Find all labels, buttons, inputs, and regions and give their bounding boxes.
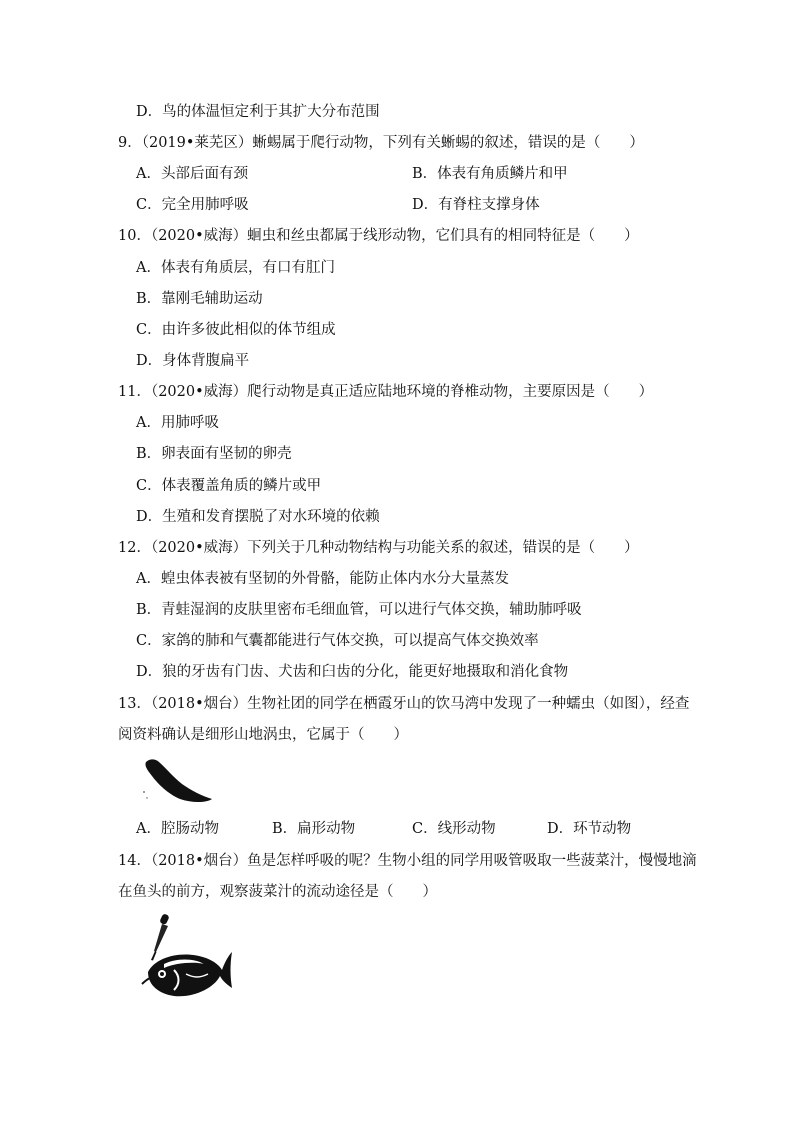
question-10-option-d: D．身体背腹扁平 xyxy=(136,353,250,369)
question-12-option-c: C．家鸽的肺和气囊都能进行气体交换，可以提高气体交换效率 xyxy=(136,633,539,649)
question-12-stem: 12．（2020•威海）下列关于几种动物结构与功能关系的叙述，错误的是（ ） xyxy=(118,540,639,556)
question-10-option-b: B．靠刚毛辅助运动 xyxy=(136,291,263,307)
question-11-option-b: B．卵表面有坚韧的卵壳 xyxy=(136,446,292,462)
question-14-stem-line2: 在鱼头的前方，观察菠菜汁的流动途径是（ ） xyxy=(118,884,437,900)
prev-option-d: D．鸟的体温恒定利于其扩大分布范围 xyxy=(136,104,380,120)
question-9-option-b: B．体表有角质鳞片和甲 xyxy=(412,166,568,182)
question-13-option-c: C．线形动物 xyxy=(412,821,496,837)
flatworm-figure xyxy=(140,756,216,806)
question-13-option-a: A．腔肠动物 xyxy=(136,821,219,837)
question-9-option-d: D．有脊柱支撑身体 xyxy=(412,197,540,213)
question-12-option-d: D．狼的牙齿有门齿、犬齿和臼齿的分化，能更好地摄取和消化食物 xyxy=(136,664,569,680)
question-13-stem-line1: 13．（2018•烟台）生物社团的同学在栖霞牙山的饮马湾中发现了一种蠕虫（如图），经查 xyxy=(118,696,690,712)
question-10-option-a: A．体表有角质层，有口有肛门 xyxy=(136,260,335,276)
fish-icon xyxy=(142,952,232,996)
question-12-option-b: B．青蛙湿润的皮肤里密布毛细血管，可以进行气体交换，辅助肺呼吸 xyxy=(136,602,582,618)
question-11-option-d: D．生殖和发育摆脱了对水环境的依赖 xyxy=(136,509,380,525)
question-11-stem: 11．（2020•威海）爬行动物是真正适应陆地环境的脊椎动物，主要原因是（ ） xyxy=(118,384,654,400)
question-11-option-c: C．体表覆盖角质的鳞片或甲 xyxy=(136,478,322,494)
question-12-option-a: A．蝗虫体表被有坚韧的外骨骼，能防止体内水分大量蒸发 xyxy=(136,571,509,587)
question-9-option-a: A．头部后面有颈 xyxy=(136,166,248,182)
question-14-stem-line1: 14．（2018•烟台）鱼是怎样呼吸的呢？生物小组的同学用吸管吸取一些菠菜汁，慢慢地滴 xyxy=(118,853,697,869)
question-9-option-c: C．完全用肺呼吸 xyxy=(136,197,249,213)
question-13-option-d: D．环节动物 xyxy=(547,821,632,837)
question-10-option-c: C．由许多彼此相似的体节组成 xyxy=(136,322,336,338)
dropper-icon xyxy=(151,913,170,960)
question-10-stem: 10．（2020•威海）蛔虫和丝虫都属于线形动物，它们具有的相同特征是（ ） xyxy=(118,228,639,244)
question-13-option-b: B．扁形动物 xyxy=(272,821,356,837)
question-13-stem-line2: 阅资料确认是细形山地涡虫，它属于（ ） xyxy=(118,727,408,743)
question-9-stem: 9．（2019•莱芜区）蜥蜴属于爬行动物，下列有关蜥蜴的叙述，错误的是（ ） xyxy=(118,135,644,151)
question-11-option-a: A．用肺呼吸 xyxy=(136,415,219,431)
fish-dropper-figure xyxy=(134,912,234,1004)
